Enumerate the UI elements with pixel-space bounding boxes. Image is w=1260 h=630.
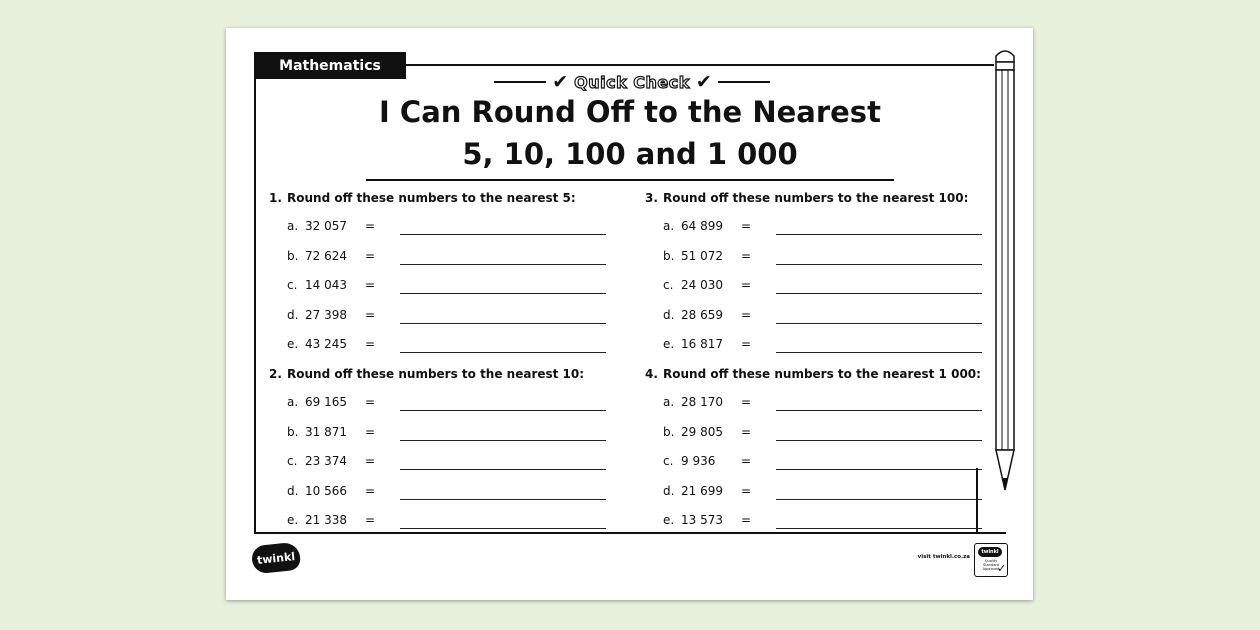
question-heading [645, 366, 995, 382]
item-letter: e. [287, 513, 299, 527]
quick-check-line-left [494, 81, 546, 83]
item-letter: b. [663, 424, 675, 439]
equals-sign: = [365, 307, 376, 322]
check-icon: ✓ [997, 562, 1007, 575]
equals-sign: = [741, 307, 752, 322]
equals-sign: = [741, 248, 752, 263]
equals-sign: = [365, 278, 376, 292]
item-letter: e. [663, 337, 675, 351]
equals-sign: = [365, 483, 376, 498]
answer-line[interactable] [776, 528, 982, 529]
question-heading [269, 366, 619, 382]
item-letter: c. [663, 454, 674, 468]
answer-line[interactable] [400, 528, 606, 529]
item-letter: b. [287, 424, 299, 439]
item-value: 32 057 [305, 219, 347, 233]
item-letter: e. [287, 337, 299, 351]
question-item [269, 500, 619, 530]
item-value: 31 871 [305, 424, 347, 439]
question-item [269, 471, 619, 501]
check-circle-icon: ✔ [552, 70, 569, 93]
question-text: Round off these numbers to the nearest 10: [287, 367, 585, 381]
page-title-line-2: 5, 10, 100 and 1 000 [462, 137, 798, 171]
question-section-4 [645, 366, 995, 530]
page-title-line-1: I Can Round Off to the Nearest [379, 95, 881, 129]
equals-sign: = [741, 513, 752, 527]
question-item [645, 441, 995, 471]
question-item [269, 441, 619, 471]
badge-label: twinkl [978, 547, 1002, 557]
question-item [269, 236, 619, 266]
item-letter: b. [287, 248, 299, 263]
question-text: Round off these numbers to the nearest 100: [663, 191, 969, 205]
question-number: 2. [269, 367, 282, 381]
question-item [645, 295, 995, 325]
item-value: 28 170 [681, 395, 723, 409]
question-section-2 [269, 366, 619, 530]
badge-text: Quality Standard Approved [982, 559, 1000, 571]
question-item [645, 500, 995, 530]
item-value: 13 573 [681, 513, 723, 527]
equals-sign: = [741, 219, 752, 233]
item-letter: d. [663, 483, 675, 498]
item-value: 72 624 [305, 248, 347, 263]
question-item [645, 206, 995, 236]
question-text: Round off these numbers to the nearest 1 000: [663, 367, 981, 381]
frame-left-border [254, 52, 256, 534]
question-item [269, 206, 619, 236]
question-number: 3. [645, 191, 658, 205]
item-value: 29 805 [681, 424, 723, 439]
item-value: 21 699 [681, 483, 723, 498]
item-letter: a. [287, 395, 299, 409]
worksheet-page [226, 28, 1033, 600]
check-circle-icon: ✔ [695, 70, 712, 93]
equals-sign: = [741, 424, 752, 439]
quality-badge [974, 543, 1008, 577]
question-number: 1. [269, 191, 282, 205]
answer-line[interactable] [400, 352, 606, 353]
question-section-3 [645, 190, 995, 354]
item-letter: c. [287, 454, 298, 468]
question-text: Round off these numbers to the nearest 5: [287, 191, 576, 205]
item-value: 10 566 [305, 483, 347, 498]
equals-sign: = [741, 395, 752, 409]
question-item [269, 412, 619, 442]
item-value: 21 338 [305, 513, 347, 527]
item-letter: d. [663, 307, 675, 322]
item-letter: a. [663, 395, 675, 409]
quick-check-line-right [718, 81, 770, 83]
question-item [645, 382, 995, 412]
question-item [645, 324, 995, 354]
question-item [645, 471, 995, 501]
question-item [269, 295, 619, 325]
twinkl-logo: twinkl [251, 542, 302, 575]
question-item [645, 412, 995, 442]
answer-line[interactable] [776, 352, 982, 353]
equals-sign: = [365, 454, 376, 468]
equals-sign: = [365, 513, 376, 527]
item-value: 69 165 [305, 395, 347, 409]
equals-sign: = [365, 248, 376, 263]
visit-url: visit twinkl.co.za [917, 554, 970, 560]
item-letter: a. [287, 219, 299, 233]
item-letter: b. [663, 248, 675, 263]
item-letter: c. [287, 278, 298, 292]
quick-check-banner [494, 70, 770, 94]
question-item [269, 382, 619, 412]
item-value: 23 374 [305, 454, 347, 468]
question-heading [645, 190, 995, 206]
frame-bottom-border [254, 532, 1006, 534]
question-item [645, 265, 995, 295]
title-underline [366, 179, 894, 181]
item-value: 27 398 [305, 307, 347, 322]
item-value: 24 030 [681, 278, 723, 292]
equals-sign: = [365, 395, 376, 409]
equals-sign: = [365, 219, 376, 233]
item-value: 14 043 [305, 278, 347, 292]
question-number: 4. [645, 367, 658, 381]
item-value: 51 072 [681, 248, 723, 263]
equals-sign: = [741, 483, 752, 498]
question-heading [269, 190, 619, 206]
item-value: 28 659 [681, 307, 723, 322]
item-letter: e. [663, 513, 675, 527]
equals-sign: = [741, 337, 752, 351]
quick-check-label: Quick Check [574, 72, 690, 92]
equals-sign: = [365, 424, 376, 439]
question-item [269, 265, 619, 295]
item-value: 9 936 [681, 454, 716, 468]
equals-sign: = [365, 337, 376, 351]
question-section-1 [269, 190, 619, 354]
item-value: 43 245 [305, 337, 347, 351]
item-letter: d. [287, 483, 299, 498]
pencil-icon [992, 46, 1018, 496]
item-letter: c. [663, 278, 674, 292]
question-item [645, 236, 995, 266]
question-item [269, 324, 619, 354]
item-value: 64 899 [681, 219, 723, 233]
item-letter: d. [287, 307, 299, 322]
item-value: 16 817 [681, 337, 723, 351]
equals-sign: = [741, 454, 752, 468]
equals-sign: = [741, 278, 752, 292]
item-letter: a. [663, 219, 675, 233]
subject-tab: Mathematics [254, 52, 406, 79]
